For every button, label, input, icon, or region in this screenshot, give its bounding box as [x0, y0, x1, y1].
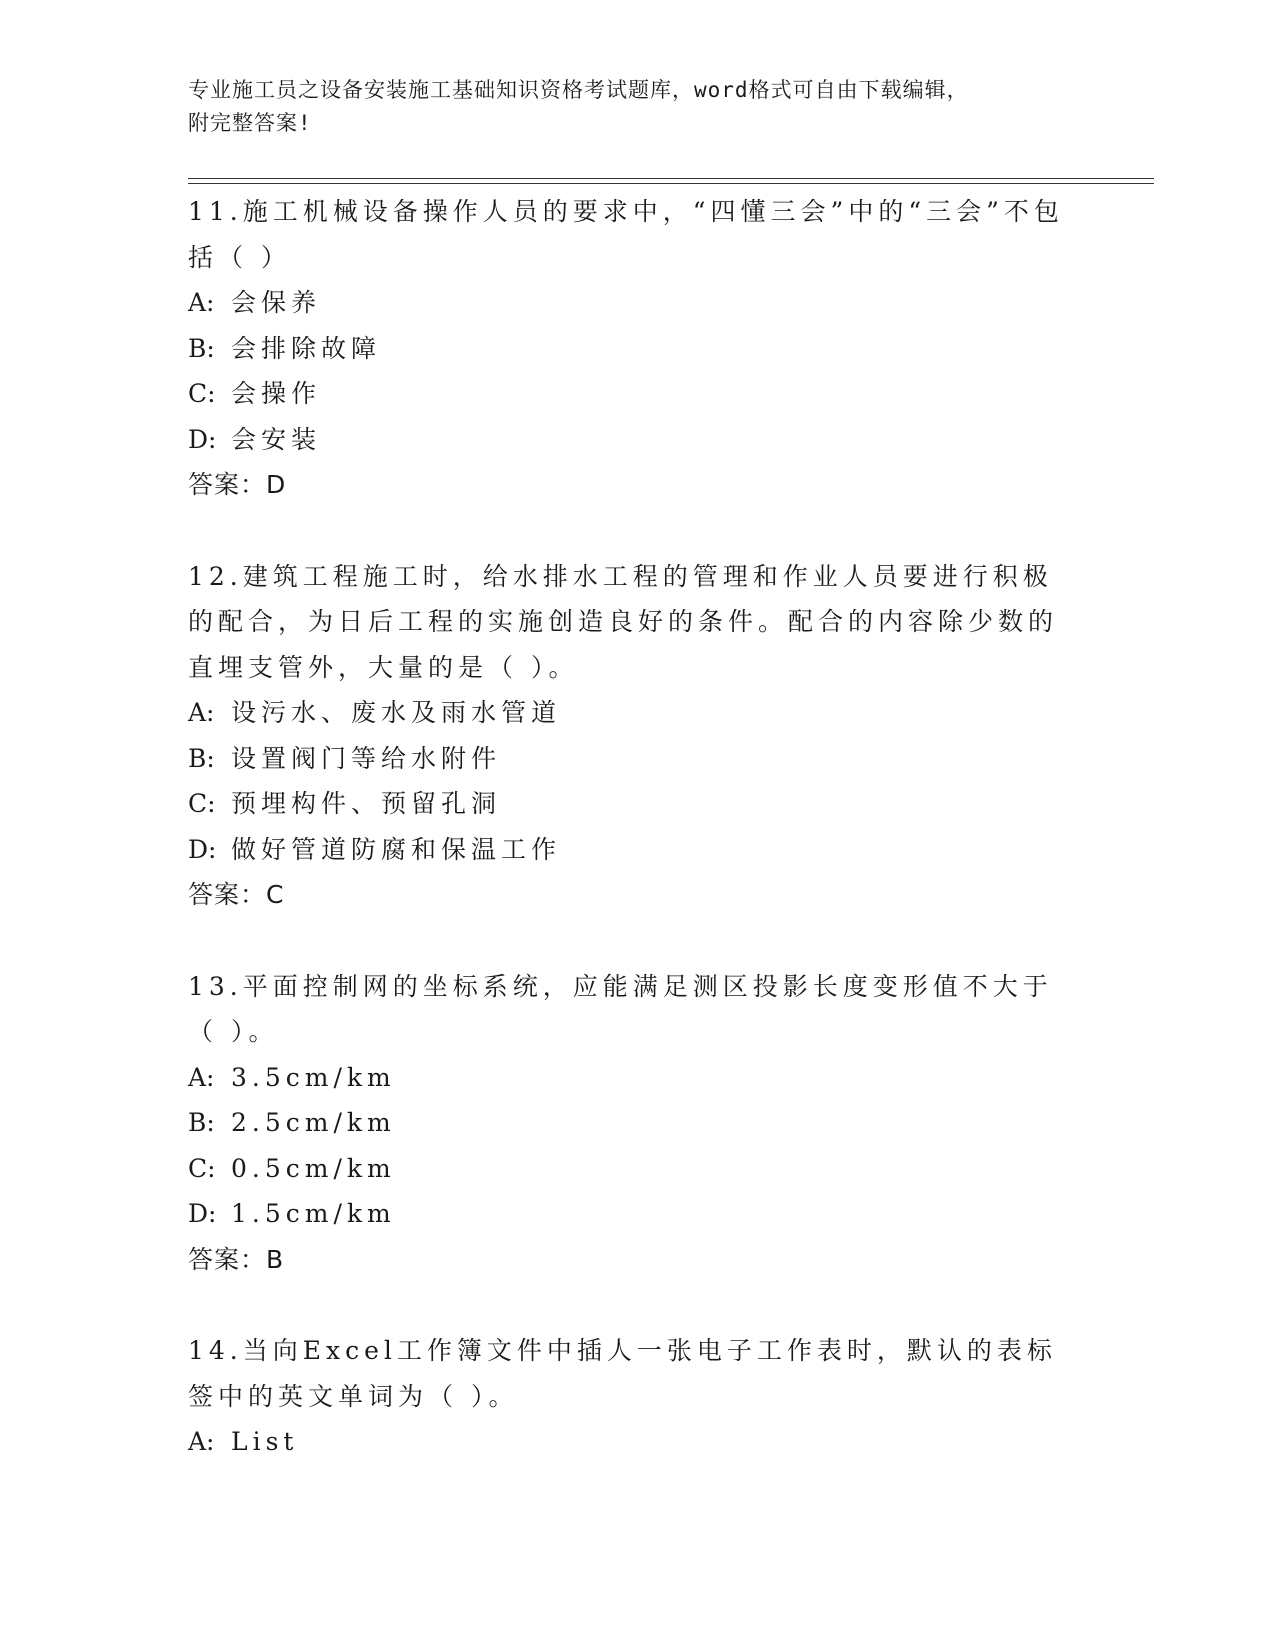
option-key: A:: [188, 1062, 215, 1092]
option-key: C:: [188, 379, 216, 408]
answer-line: 答案：B: [188, 1244, 285, 1274]
option-text: 2.5cm/km: [231, 1108, 396, 1137]
question-14: [188, 1328, 1088, 1465]
option-a: [188, 280, 1088, 326]
question-12: [188, 554, 1088, 918]
option-text: 会操作: [231, 379, 322, 408]
header-divider-top: [188, 178, 1154, 179]
question-text: 12.建筑工程施工时，给水排水工程的管理和作业人员要进行积极的配合，为日后工程的实施创造良好的条件。配合的内容除少数的直埋支管外，大量的是（ ）。: [188, 561, 1059, 682]
option-d: [188, 1191, 1088, 1237]
option-text: 1.5cm/km: [231, 1199, 396, 1228]
option-key: B:: [188, 1108, 215, 1137]
option-a: [188, 1419, 1088, 1465]
option-key: A:: [188, 288, 215, 317]
option-text: 设置阀门等给水附件: [231, 743, 502, 773]
option-c: [188, 1146, 1088, 1192]
option-text: 预埋构件、预留孔洞: [231, 789, 502, 818]
option-key: D:: [188, 1199, 217, 1228]
header-line-1: 专业施工员之设备安装施工基础知识资格考试题库，word格式可自由下载编辑，: [188, 78, 969, 102]
option-text: 会安装: [231, 424, 322, 454]
answer-line: 答案：D: [188, 470, 287, 499]
question-11: [188, 189, 1088, 508]
option-key: B:: [188, 743, 215, 773]
option-text: 会排除故障: [231, 333, 382, 363]
option-key: C:: [188, 1153, 216, 1183]
option-key: B:: [188, 333, 215, 363]
question-text: 14.当向Excel工作簿文件中插人一张电子工作表时，默认的表标签中的英文单词为（ ）。: [188, 1336, 1057, 1411]
question-list: [188, 189, 1088, 1465]
question-text: 11.施工机械设备操作人员的要求中，“四懂三会”中的“三会”不包括（ ）: [188, 197, 1064, 272]
option-text: 会保养: [231, 288, 322, 317]
header-line-2: 附完整答案!: [188, 111, 312, 135]
option-text: 3.5cm/km: [231, 1062, 396, 1092]
option-d: [188, 417, 1088, 463]
option-key: D:: [188, 834, 217, 864]
question-text: 13.平面控制网的坐标系统，应能满足测区投影长度变形值不大于（ ）。: [188, 971, 1053, 1046]
option-text: 0.5cm/km: [231, 1153, 396, 1183]
question-spacer: [188, 918, 1088, 964]
option-key: A:: [188, 698, 215, 727]
option-b: [188, 736, 1088, 782]
question-13: [188, 964, 1088, 1283]
option-text: 设污水、废水及雨水管道: [231, 698, 562, 727]
header-divider-bottom: [188, 183, 1154, 184]
option-text: List: [231, 1427, 299, 1456]
answer-line: 答案：C: [188, 880, 285, 909]
option-a: [188, 1055, 1088, 1101]
option-key: C:: [188, 789, 216, 818]
document-header: [188, 74, 1088, 140]
option-b: [188, 326, 1088, 372]
option-b: [188, 1100, 1088, 1146]
option-c: [188, 371, 1088, 417]
option-key: D:: [188, 424, 217, 454]
option-text: 做好管道防腐和保温工作: [231, 834, 562, 864]
question-spacer: [188, 1282, 1088, 1328]
option-a: [188, 690, 1088, 736]
option-key: A:: [188, 1427, 215, 1456]
question-spacer: [188, 508, 1088, 554]
option-d: [188, 827, 1088, 873]
option-c: [188, 781, 1088, 827]
